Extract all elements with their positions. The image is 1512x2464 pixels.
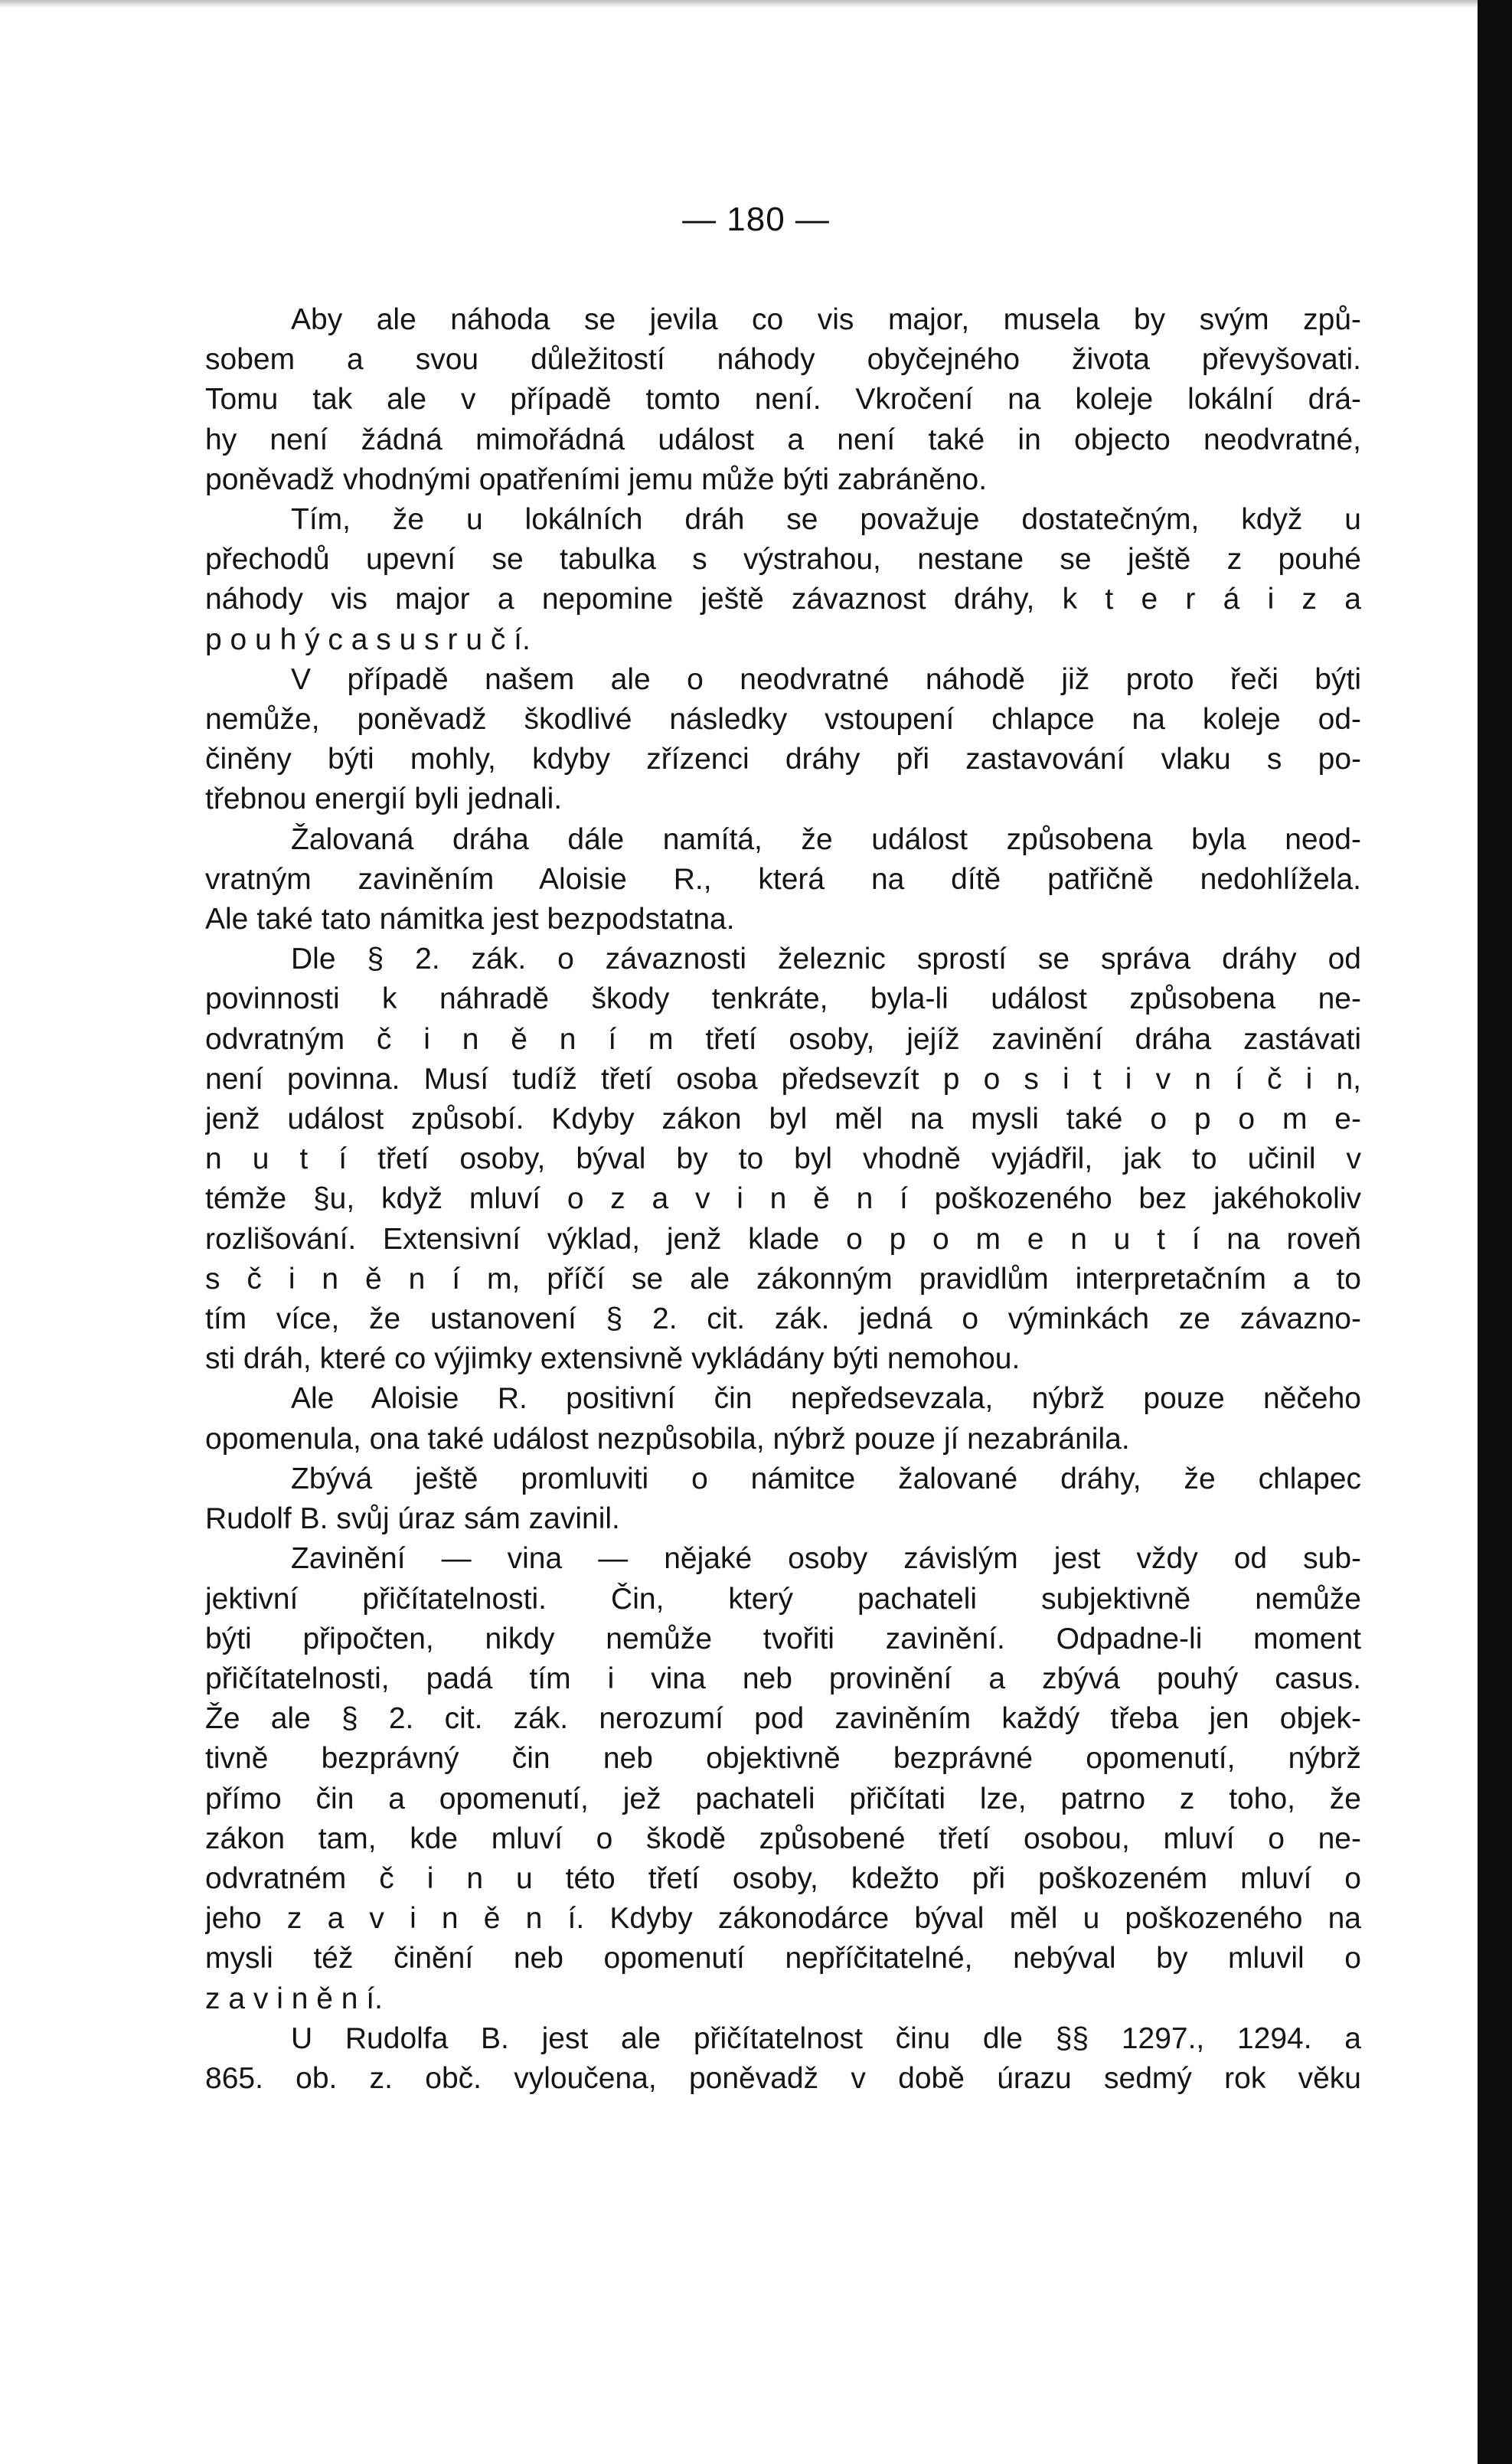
page-number: — 180 — (682, 201, 830, 238)
text-line: činěny býti mohly, kdyby zřízenci dráhy při zastavování vlaku s po- (205, 743, 1361, 776)
text-line: 865. ob. z. obč. vyloučena, poněvadž v době úrazu sedmý rok věku (205, 2061, 1361, 2095)
text-line: odvratném č i n u této třetí osoby, kdežto při poškozeném mluví o (205, 1861, 1361, 1895)
scan-top-edge (0, 0, 1512, 8)
text-line: zákon tam, kde mluví o škodě způsobené třetí osobou, mluví o ne- (205, 1822, 1361, 1855)
text-line: tím více, že ustanovení § 2. cit. zák. jedná o výminkách ze závazno- (205, 1302, 1361, 1336)
text-line: odvratným č i n ě n í m třetí osoby, jejíž zavinění dráha zastávati (205, 1022, 1361, 1056)
text-line: témže §u, když mluví o z a v i n ě n í poškozeného bez jakéhokoliv (205, 1182, 1361, 1216)
text-line: sti dráh, které co výjimky extensivně vykládány býti nemohou. (205, 1342, 1021, 1376)
text-line: z a v i n ě n í. (205, 1982, 383, 2015)
text-line: býti připočten, nikdy nemůže tvořiti zavinění. Odpadne-li moment (205, 1622, 1361, 1655)
text-line: Tím, že u lokálních dráh se považuje dostatečným, když u (291, 503, 1361, 537)
text-line: poněvadž vhodnými opatřeními jemu může býti zabráněno. (205, 462, 988, 496)
text-line: s č i n ě n í m, příčí se ale zákonným pravidlům interpretačním a to (205, 1262, 1361, 1296)
text-line: Ale Aloisie R. positivní čin nepředsevzala, nýbrž pouze něčeho (291, 1382, 1361, 1416)
text-line: sobem a svou důležitostí náhody obyčejného života převyšovati. (205, 343, 1361, 377)
text-line: náhody vis major a nepomine ještě závaznost dráhy, k t e r á i z a (205, 583, 1361, 616)
text-line: Tomu tak ale v případě tomto není. Vkročení na koleje lokální drá- (205, 383, 1361, 417)
text-line: Ale také tato námitka jest bezpodstatna. (205, 903, 735, 936)
text-line: V případě našem ale o neodvratné náhodě již proto řeči býti (291, 662, 1361, 696)
text-line: p o u h ý c a s u s r u č í. (205, 623, 531, 656)
text-line: Rudolf B. svůj úraz sám zavinil. (205, 1502, 620, 1536)
text-line: Aby ale náhoda se jevila co vis major, musela by svým způ- (291, 303, 1361, 336)
paragraph (205, 1379, 1361, 1459)
text-line: třebnou energií byli jednali. (205, 783, 563, 816)
text-line: jenž událost způsobí. Kdyby zákon byl měl na mysli také o p o m e- (205, 1103, 1361, 1136)
paragraph (205, 940, 1361, 1379)
text-line: přímo čin a opomenutí, jež pachateli přičítati lze, patrno z toho, že (205, 1782, 1361, 1815)
text-line: n u t í třetí osoby, býval by to byl vhodně vyjádřil, jak to učinil v (205, 1142, 1361, 1176)
text-line: povinnosti k náhradě škody tenkráte, byla-li událost způsobena ne- (205, 982, 1361, 1016)
text-line: mysli též činění neb opomenutí nepříčitatelné, nebýval by mluvil o (205, 1942, 1361, 1975)
text-line: vratným zaviněním Aloisie R., která na dítě patřičně nedohlížela. (205, 862, 1361, 896)
text-line: U Rudolfa B. jest ale přičítatelnost činu dle §§ 1297., 1294. a (291, 2021, 1361, 2055)
paragraph (205, 2019, 1361, 2099)
text-line: přechodů upevní se tabulka s výstrahou, nestane se ještě z pouhé (205, 543, 1361, 577)
paragraph (205, 500, 1361, 660)
paragraph (205, 300, 1361, 500)
body-text (205, 300, 1361, 2099)
text-line: Zavinění — vina — nějaké osoby závislým jest vždy od sub- (291, 1542, 1361, 1576)
text-line: Že ale § 2. cit. zák. nerozumí pod zaviněním každý třeba jen objek- (205, 1702, 1361, 1736)
text-line: přičítatelnosti, padá tím i vina neb provinění a zbývá pouhý casus. (205, 1662, 1361, 1695)
text-line: jeho z a v i n ě n í. Kdyby zákonodárce býval měl u poškozeného na (205, 1902, 1361, 1936)
text-line: Dle § 2. zák. o závaznosti železnic sprostí se správa dráhy od (291, 943, 1361, 976)
text-line: hy není žádná mimořádná událost a není také in objecto neodvratné, (205, 423, 1361, 456)
text-line: Žalovaná dráha dále namítá, že událost způsobena byla neod- (291, 822, 1361, 856)
text-line: jektivní přičítatelnosti. Čin, který pachateli subjektivně nemůže (205, 1582, 1361, 1616)
text-line: tivně bezprávný čin neb objektivně bezprávné opomenutí, nýbrž (205, 1742, 1361, 1776)
text-line: opomenula, ona také událost nezpůsobila, nýbrž pouze jí nezabránila. (205, 1422, 1130, 1456)
text-line: Zbývá ještě promluviti o námitce žalované dráhy, že chlapec (291, 1462, 1361, 1495)
paragraph (205, 1459, 1361, 1539)
paragraph (205, 660, 1361, 820)
text-line: není povinna. Musí tudíž třetí osoba předsevzít p o s i t i v n í č i n, (205, 1062, 1361, 1096)
text-line: rozlišování. Extensivní výklad, jenž klade o p o m e n u t í na roveň (205, 1222, 1361, 1256)
paragraph (205, 1539, 1361, 2018)
scan-binding-edge (1478, 0, 1512, 2464)
text-line: nemůže, poněvadž škodlivé následky vstoupení chlapce na koleje od- (205, 703, 1361, 737)
paragraph (205, 820, 1361, 940)
